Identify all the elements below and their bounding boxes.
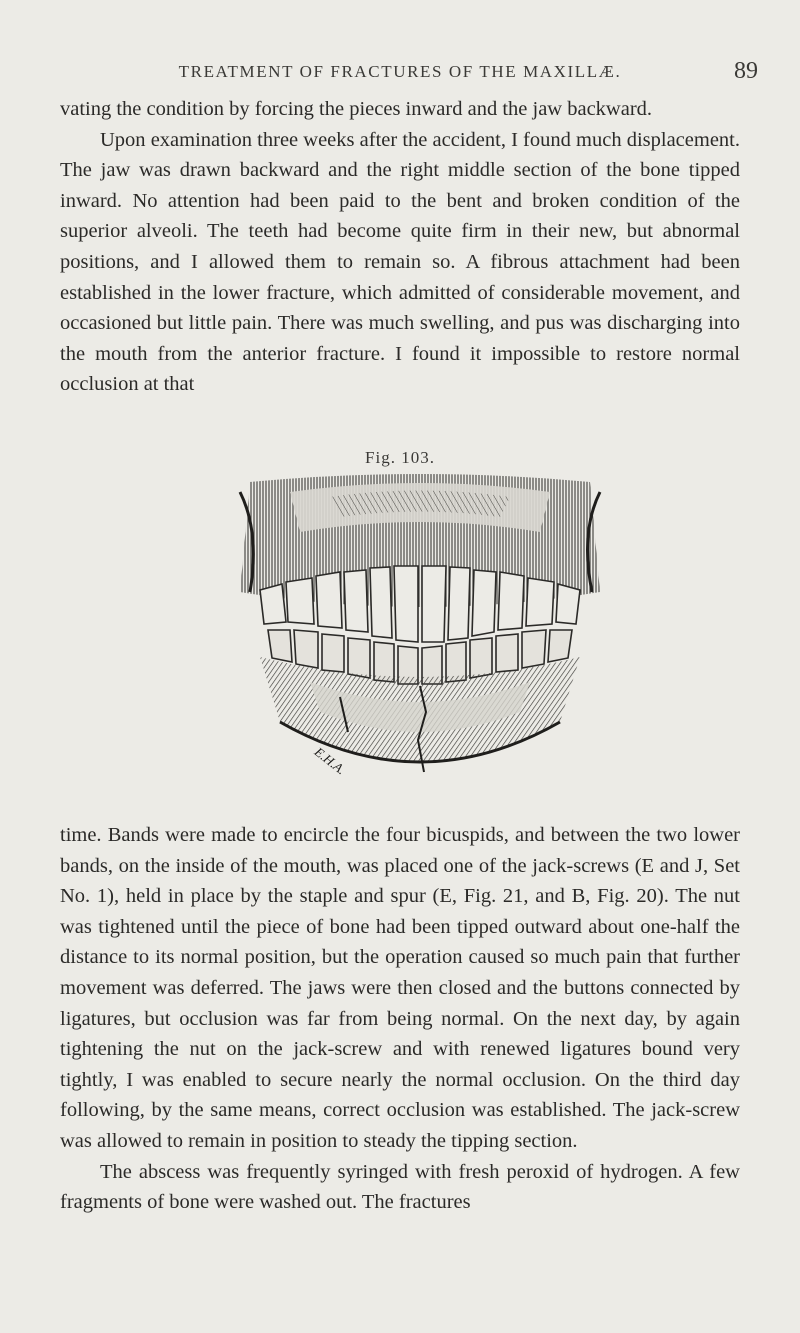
page-number: 89 (734, 58, 758, 84)
engraver-signature: E.H.A. (311, 744, 349, 778)
figure-jaw-illustration (220, 472, 620, 802)
running-title: TREATMENT OF FRACTURES OF THE MAXILLÆ. (178, 62, 622, 81)
paragraph-abscess: The abscess was frequently syringed with fresh peroxid of hydrogen. A few fragments of bone were washed out. The fractures (60, 1160, 740, 1214)
jaw-engraving (220, 472, 620, 802)
paragraph-treatment: time. Bands were made to encircle the four bicuspids, and between the two lower bands, on the inside of the mouth, was placed one of the jack-screws (E and J, Set No. 1), held in place by the staple and spur (E, Fig. 21, and B, Fig. 20). The nut was tightened until the piece of bone had been tipped outward about one-half the distance to its normal position, but the operation caused so much pain that further movement was deferred. The jaws were then closed and the buttons connected by ligatures, but occlusion was far from being normal. On the next day, by again tightening the nut on the jack-screw and with renewed ligatures bound very tightly, I was enabled to secure nearly the normal occlusion. On the third day following, by the same means, correct occlusion was established. The jack-screw was allowed to remain in position to steady the tipping section. (60, 824, 740, 1152)
paragraph-continuation: vating the condition by forcing the pieces inward and the jaw backward. (60, 98, 653, 120)
figure-caption: Fig. 103. (365, 448, 435, 467)
lower-jaw (260, 657, 580, 772)
text-block-top (60, 94, 740, 400)
paragraph-examination: Upon examination three weeks after the accident, I found much displacement. The jaw was drawn backward and the right middle section of the bone tipped inward. No attention had been paid to the bent and broken condition of the superior alveoli. The teeth had become quite firm in their new, but abnormal positions, and I allowed them to remain so. A fibrous attachment had been established in the lower fracture, which admitted of considerable movement, and occasioned but little pain. There was much swelling, and pus was discharging into the mouth from the anterior fracture. I found it impossible to restore normal occlusion at that (60, 128, 740, 396)
text-block-bottom (60, 820, 740, 1218)
